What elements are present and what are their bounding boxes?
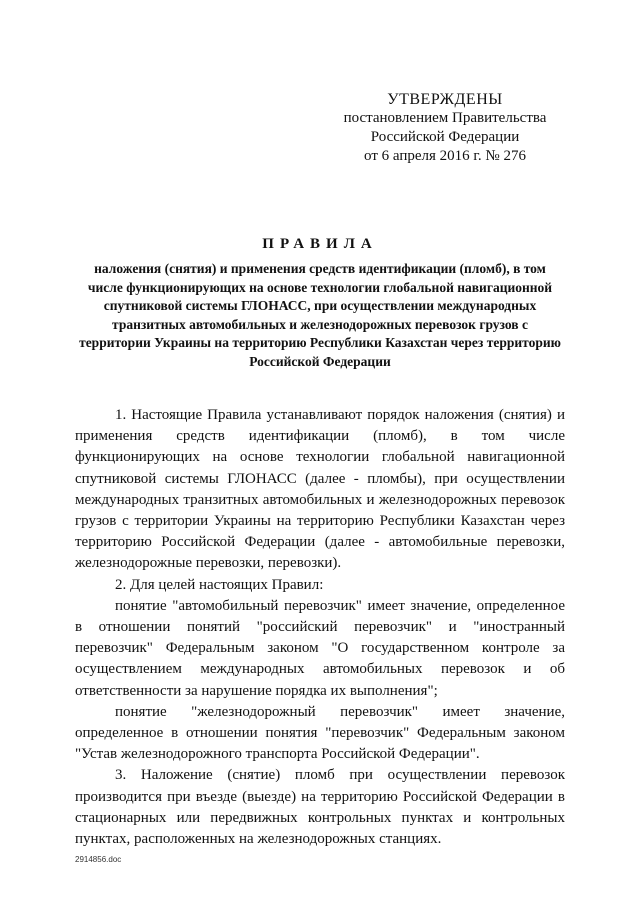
- approval-block: [330, 90, 560, 166]
- paragraph-2: 2. Для целей настоящих Правил:: [115, 576, 324, 593]
- document-subtitle: наложения (снятия) и применения средств идентификации (пломб), в том числе функционирующих на основе технологии глобальной навигационной спутниковой системы ГЛОНАСС, при осуществлении международных транзитных автомобильных и железнодорожных перевозок грузов с территории Украины на территорию Республики Казахстан через территорию Российской Федерации: [79, 261, 561, 369]
- paragraph-1: 1. Настоящие Правила устанавливают порядок наложения (снятия) и применения средств идентификации (пломб), в том числе функционирующих на основе технологии глобальной навигационной спутниковой системы ГЛОНАСС (далее - пломбы), при осуществлении международных транзитных автомобильных и железнодорожных перевозок грузов с территории Украины на территорию Республики Казахстан через территорию Российской Федерации (далее - автомобильные перевозки, железнодорожные перевозки, перевозки).: [75, 407, 565, 572]
- paragraph-4: понятие "железнодорожный перевозчик" имеет значение, определенное в отношении понятия "перевозчик" Федеральным законом "Устав железнодорожного транспорта Российской Федерации".: [75, 703, 565, 763]
- document-body: [75, 405, 565, 850]
- paragraph-3: понятие "автомобильный перевозчик" имеет значение, определенное в отношении понятий "российский перевозчик" и "иностранный перевозчик" Федеральным законом "О государственном контроле за осуществлением международных автомобильных перевозок и об ответственности за нарушение порядка их выполнения";: [75, 597, 565, 699]
- approval-line-2: Российской Федерации: [370, 129, 520, 145]
- document-title: ПРАВИЛА: [262, 236, 378, 252]
- file-name-footer: 2914856.doc: [75, 855, 122, 864]
- approval-heading: УТВЕРЖДЕНЫ: [387, 91, 503, 108]
- approval-line-1: постановлением Правительства: [343, 110, 547, 126]
- paragraph-5: 3. Наложение (снятие) пломб при осуществлении перевозок производится при въезде (выезде) на территорию Российской Федерации в стационарных или передвижных контрольных пунктах и контрольных пунктах, расположенных на железнодорожных станциях.: [75, 767, 565, 848]
- approval-line-3: от 6 апреля 2016 г. № 276: [364, 148, 526, 164]
